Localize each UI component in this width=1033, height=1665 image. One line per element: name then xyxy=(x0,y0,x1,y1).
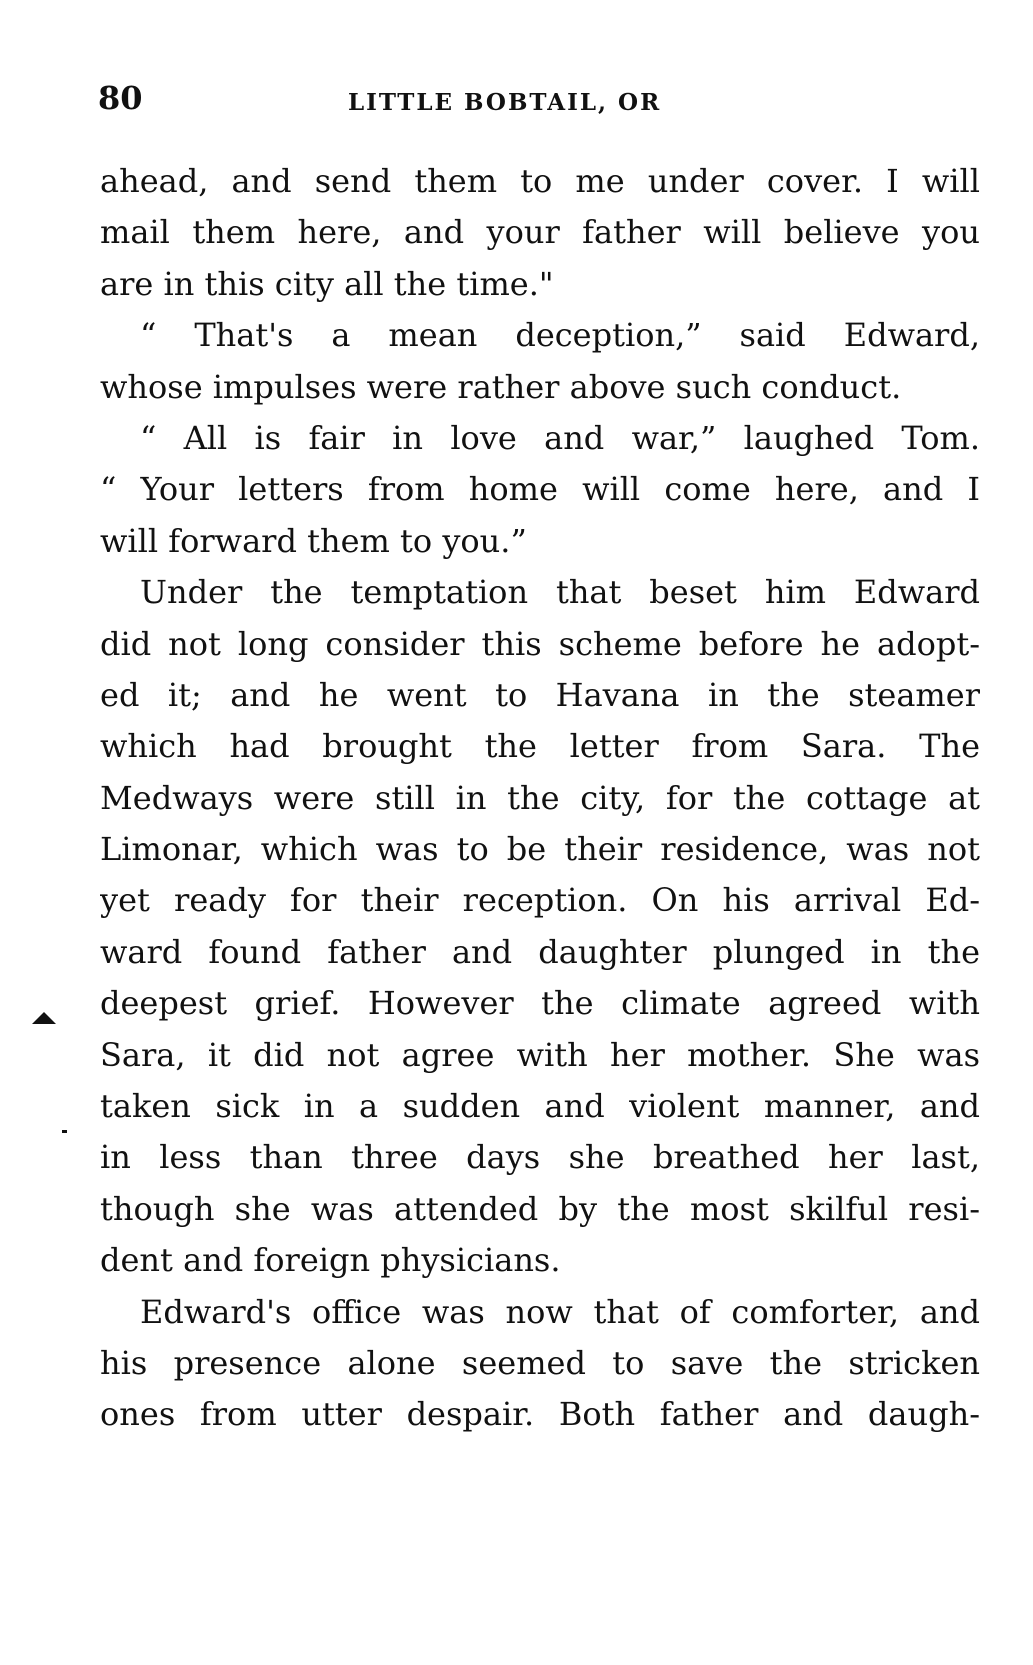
body-text xyxy=(100,156,980,1441)
text-line: “ Your letters from home will come here, and I xyxy=(100,470,980,509)
text-line: taken sick in a sudden and violent manner, and xyxy=(100,1087,980,1126)
text-line: ones from utter despair. Both father and daugh- xyxy=(100,1395,980,1434)
text-line: Under the temptation that beset him Edward xyxy=(140,573,980,612)
text-line: Limonar, which was to be their residence, was not xyxy=(100,830,980,869)
text-line: ahead, and send them to me under cover. I will xyxy=(100,162,980,200)
text-line: whose impulses were rather above such conduct. xyxy=(100,367,902,406)
text-line: will forward them to you.” xyxy=(100,521,527,560)
text-line: ward found father and daughter plunged in the xyxy=(100,932,980,971)
text-line: though she was attended by the most skilful resi- xyxy=(100,1189,980,1228)
text-line: are in this city all the time." xyxy=(100,264,554,303)
text-line: his presence alone seemed to save the stricken xyxy=(100,1343,980,1382)
text-line: “ That's a mean deception,” said Edward, xyxy=(140,316,980,355)
margin-tick-icon xyxy=(62,1130,67,1133)
text-line: yet ready for their reception. On his arrival Ed- xyxy=(100,881,980,920)
text-line: mail them here, and your father will believe you xyxy=(100,213,980,252)
page-number: 80 xyxy=(98,79,143,117)
text-line: in less than three days she breathed her last, xyxy=(100,1138,980,1177)
text-line: “ All is fair in love and war,” laughed Tom. xyxy=(140,418,980,457)
text-line: Sara, it did not agree with her mother. She was xyxy=(100,1035,980,1074)
running-head: LITTLE BOBTAIL, OR xyxy=(348,89,662,116)
margin-mark-icon xyxy=(30,1008,60,1028)
text-line: Edward's office was now that of comforter, and xyxy=(140,1292,980,1331)
page-header xyxy=(98,78,978,138)
text-line: did not long consider this scheme before he adopt- xyxy=(100,624,980,663)
text-line: dent and foreign physicians. xyxy=(100,1241,561,1280)
text-line: which had brought the letter from Sara. The xyxy=(100,727,980,766)
text-line: Medways were still in the city, for the cottage at xyxy=(100,778,980,817)
text-line: deepest grief. However the climate agreed with xyxy=(100,984,980,1023)
text-line: ed it; and he went to Havana in the steamer xyxy=(100,675,980,714)
